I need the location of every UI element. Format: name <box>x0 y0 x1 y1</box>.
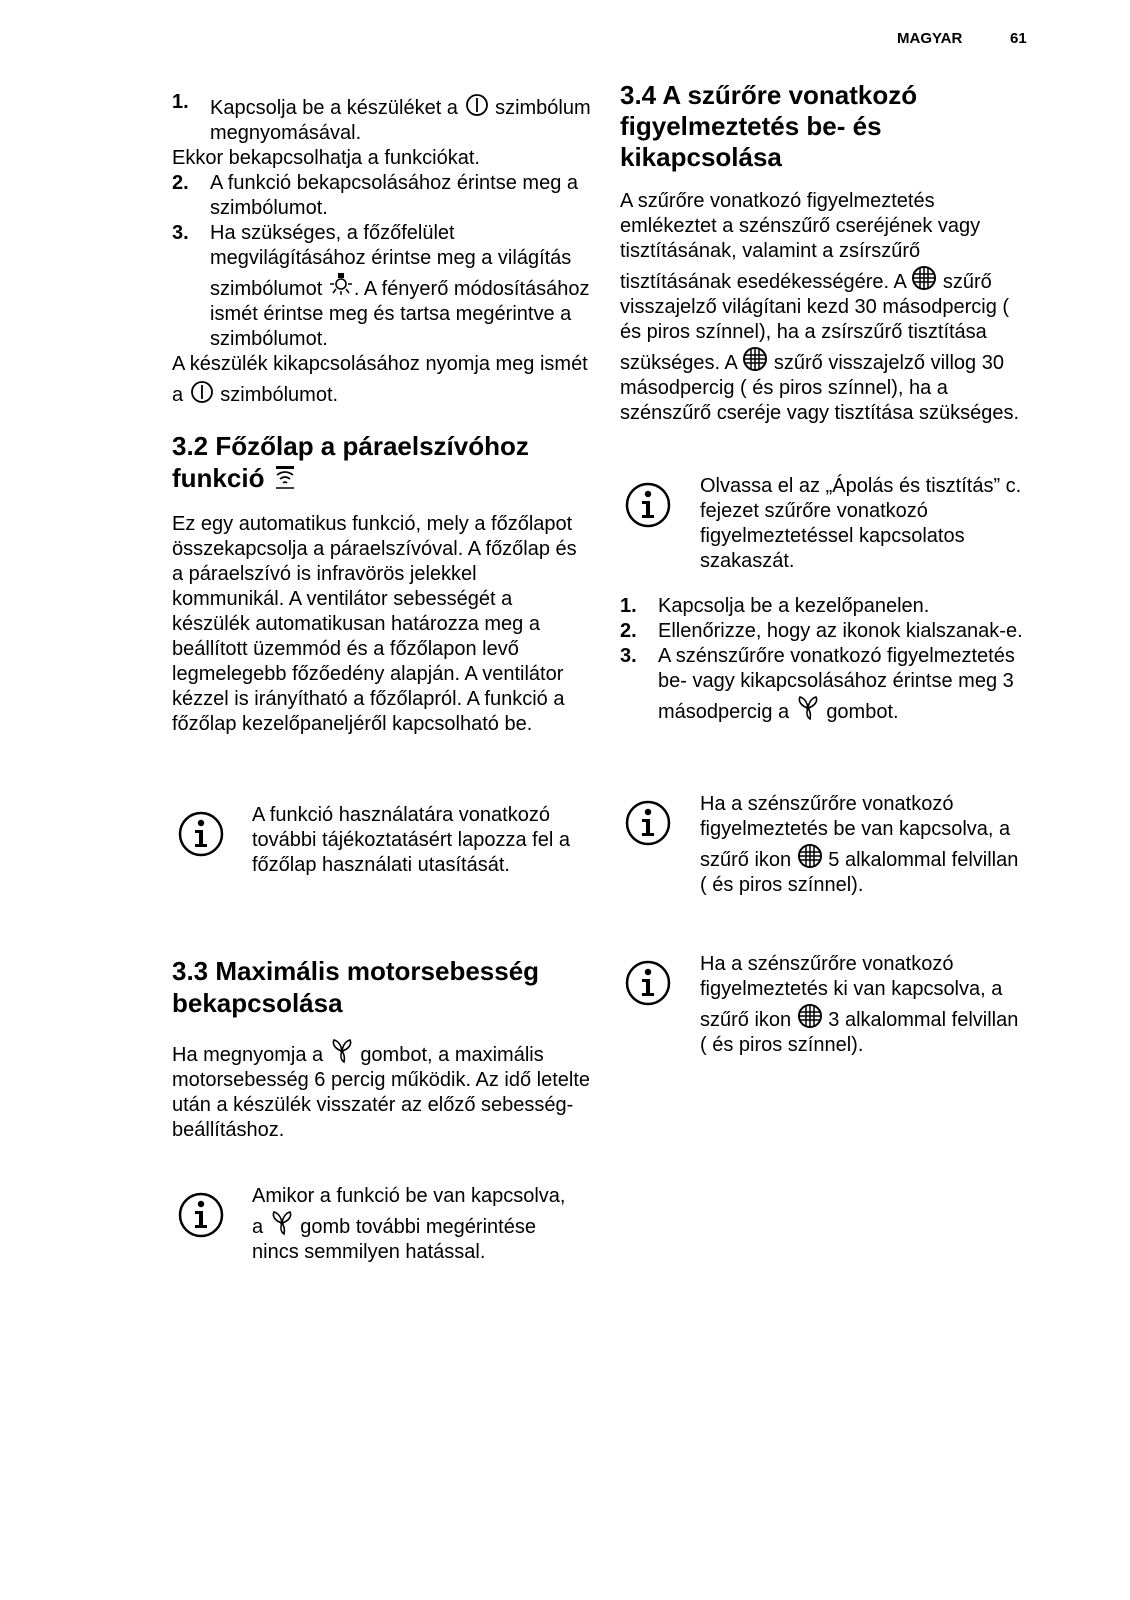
section-body: Ez egy automatikus funkció, mely a főzőlapot összekapcsolja a páraelszívóval. A főzőlap és a páraelszívó is infravörös jelekkel kommunikál. A ventilátor sebességét a készülék automatikusan határozza meg a beállított üzemmód és a főzőlapon levő legmelegebb főzőedény alapján. A ventilátor kézzel is irányítható a főzőlapról. A funkció a főzőlap kezelőpaneljéről kapcsolható be. <box>172 513 577 735</box>
hob-to-hood-icon <box>272 463 298 491</box>
info-note <box>178 1184 578 1265</box>
info-note <box>178 803 578 878</box>
fan-icon <box>795 694 821 722</box>
section-3-2 <box>172 430 592 737</box>
step-number: 3. <box>620 645 637 667</box>
section-title: 3.3 Maximális motorsebesség bekapcsolása <box>172 956 540 1018</box>
text: Ha megnyomja a <box>172 1044 324 1066</box>
info-icon <box>625 482 671 528</box>
step-2 <box>620 619 1035 644</box>
info-text <box>700 952 1025 1058</box>
step-number: 1. <box>172 91 189 113</box>
section-title: 3.4 A szűrőre vonatkozó figyelmeztetés be- és kikapcsolása <box>620 80 918 172</box>
text: Ha a szénszűrőre vonatkozó figyelmeztetés be van kapcsolva, a szűrő ikon <box>700 793 1011 871</box>
fan-icon <box>269 1209 295 1237</box>
power-off-text <box>172 352 592 408</box>
power-icon <box>189 377 215 405</box>
step-text: Ellenőrizze, hogy az ikonok kialszanak-e. <box>658 620 1023 642</box>
section-body <box>172 1037 592 1143</box>
step-text: szimbólum megnyomásával. <box>210 97 591 144</box>
filter-icon <box>797 1002 823 1030</box>
step-text: Kapcsolja be a kezelőpanelen. <box>658 595 930 617</box>
step-number: 1. <box>620 595 637 617</box>
step-3 <box>620 644 1035 725</box>
text: Ha a szénszűrőre vonatkozó figyelmeztetés ki van kapcsolva, a szűrő ikon <box>700 953 1003 1031</box>
power-instructions <box>172 90 592 408</box>
text: 3 alkalommal felvillan ( és piros színnel). <box>700 1009 1019 1056</box>
step-text: Ha szükséges, a főzőfelület megvilágításához érintse meg a világítás szimbólumot <box>210 222 572 300</box>
step-text: gombot. <box>826 701 899 723</box>
info-note <box>625 952 1025 1058</box>
light-icon <box>328 271 354 299</box>
step-2 <box>172 171 592 221</box>
header-language: MAGYAR <box>897 30 963 47</box>
step-text: Kapcsolja be a készüléket a <box>210 97 458 119</box>
section-body <box>620 189 1035 426</box>
info-text: A funkció használatára vonatkozó további tájékoztatásért lapozza fel a főzőlap használati utasítását. <box>252 804 570 876</box>
filter-steps <box>620 594 1035 725</box>
step-number: 3. <box>172 222 189 244</box>
text: 5 alkalommal felvillan ( és piros színnel). <box>700 849 1019 896</box>
filter-icon <box>742 345 768 373</box>
step-number: 2. <box>172 172 189 194</box>
power-icon <box>464 90 490 118</box>
info-text <box>252 1184 578 1265</box>
filter-icon <box>797 842 823 870</box>
section-3-4 <box>620 80 1035 426</box>
text: Amikor a funkció be van kapcsolva, a <box>252 1185 566 1238</box>
text: szimbólumot. <box>220 384 339 406</box>
text: gombot, a maximális motorsebesség 6 percig működik. Az idő letelte után a készülék visszatér az előző sebesség-beállításhoz. <box>172 1044 590 1141</box>
text: gomb további megérintése nincs semmilyen hatással. <box>252 1216 536 1263</box>
step-text: A szénszűrőre vonatkozó figyelmeztetés be- vagy kikapcsolásához érintse meg 3 másodpercig a <box>658 645 1015 723</box>
info-text <box>700 792 1025 898</box>
step-text: . A fényerő módosításához ismét érintse meg és tartsa megérintve a szimbólumot. <box>210 278 590 350</box>
text: szűrő visszajelző világítani kezd 30 másodpercig ( és piros színnel), ha a zsírszűrő tisztítása szükséges. A <box>620 271 1010 374</box>
step-1 <box>172 90 592 146</box>
title-text: 3.2 Főzőlap a páraelszívóhoz funkció <box>172 431 529 493</box>
text: szűrő visszajelző villog 30 másodpercig ( és piros színnel), ha a szénszűrő cseréje vagy tisztítása szükséges. <box>620 352 1020 424</box>
info-icon <box>178 1192 224 1238</box>
section-title <box>172 430 592 494</box>
fan-icon <box>329 1037 355 1065</box>
filter-icon <box>911 264 937 292</box>
step-text: A funkció bekapcsolásához érintse meg a szimbólumot. <box>210 172 578 219</box>
info-note <box>625 792 1025 898</box>
page-number: 61 <box>1010 30 1027 47</box>
section-3-3 <box>172 955 592 1143</box>
info-text: Olvassa el az „Ápolás és tisztítás” c. fejezet szűrőre vonatkozó figyelmeztetéssel kapcsolatos szakaszát. <box>700 475 1022 572</box>
text: A szűrőre vonatkozó figyelmeztetés emlékeztet a szénszűrő cseréjének vagy tisztításának, valamint a zsírszűrő tisztításának esedékességére. A <box>620 190 981 293</box>
text: A készülék kikapcsolásához nyomja meg ismét a <box>172 353 588 406</box>
info-icon <box>178 811 224 857</box>
info-icon <box>625 960 671 1006</box>
step-1 <box>620 594 1035 619</box>
info-note <box>625 474 1025 574</box>
info-icon <box>625 800 671 846</box>
step-number: 2. <box>620 620 637 642</box>
step-3 <box>172 221 592 352</box>
after-step-text: Ekkor bekapcsolhatja a funkciókat. <box>172 147 480 169</box>
